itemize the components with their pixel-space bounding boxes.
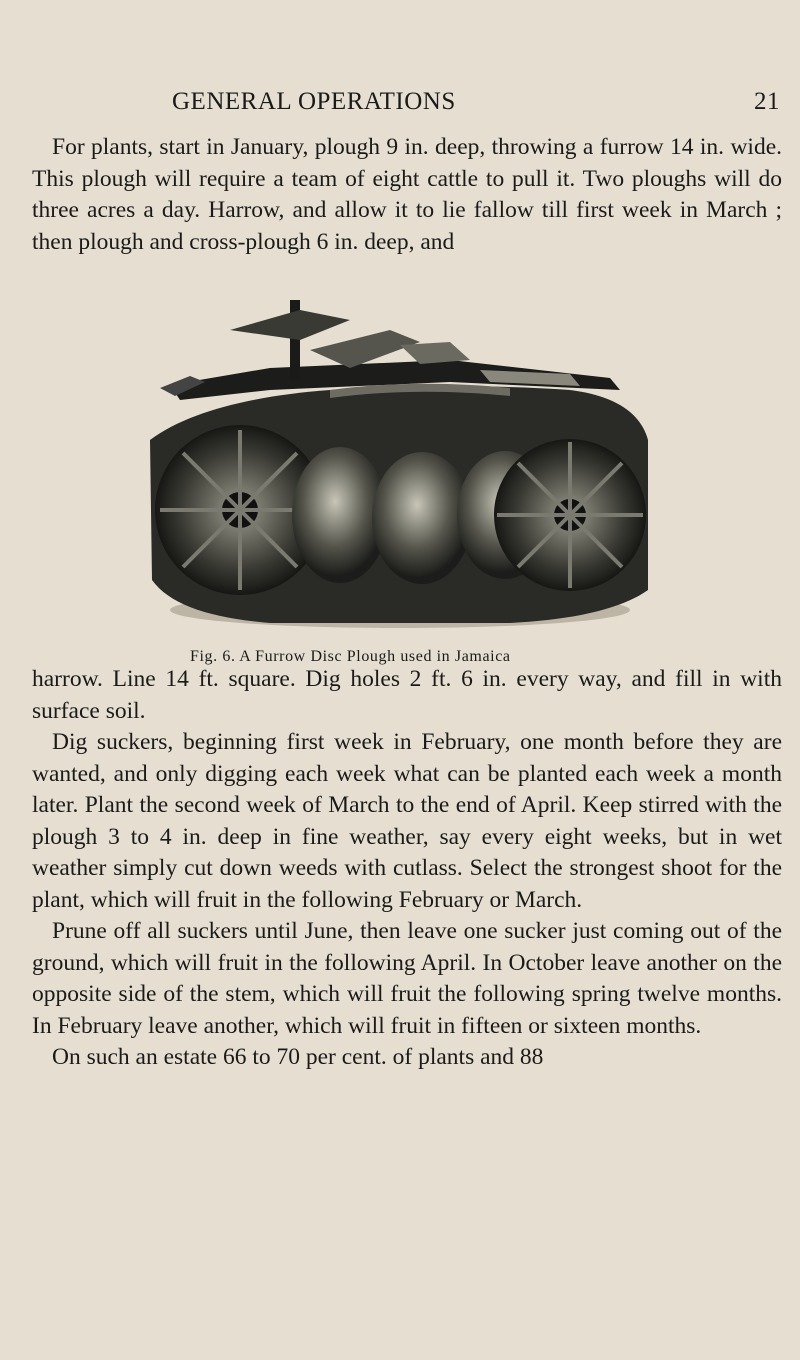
paragraph-intro: For plants, start in January, plough 9 in. deep, throwing a furrow 14 in. wide. This plough will require a team of eight cattle to pull it. Two ploughs will do three acres a day. Harrow, and allow it to lie fallow till first week in March ; then plough and cross-plough 6 in. deep, and <box>32 134 782 255</box>
figure-disc-plough <box>150 290 650 635</box>
paragraph-harrow: harrow. Line 14 ft. square. Dig holes 2 ft. 6 in. every way, and fill in with surface soil. <box>32 666 782 724</box>
figure-caption: Fig. 6. A Furrow Disc Plough used in Jamaica <box>190 648 511 665</box>
disc-plough-illustration <box>150 290 650 635</box>
running-head-title: GENERAL OPERATIONS <box>172 88 456 115</box>
running-head <box>150 88 780 122</box>
paragraph-prune: Prune off all suckers until June, then leave one sucker just coming out of the ground, which will fruit in the following April. In October leave another on the opposite side of the stem, which will fruit the following spring twelve months. In February leave another, which will fruit in fifteen or sixteen months. <box>32 918 782 1039</box>
paragraph-suckers: Dig suckers, beginning first week in February, one month before they are wanted, and only digging each week what can be planted each week a month later. Plant the second week of March to the end of April. Keep stirred with the plough 3 to 4 in. deep in fine weather, say every eight weeks, but in wet weather simply cut down weeds with cutlass. Select the strongest shoot for the plant, which will fruit in the following February or March. <box>32 729 782 913</box>
page-number: 21 <box>754 88 780 115</box>
paragraph-estate: On such an estate 66 to 70 per cent. of plants and 88 <box>52 1044 544 1070</box>
body-text <box>32 664 782 1074</box>
